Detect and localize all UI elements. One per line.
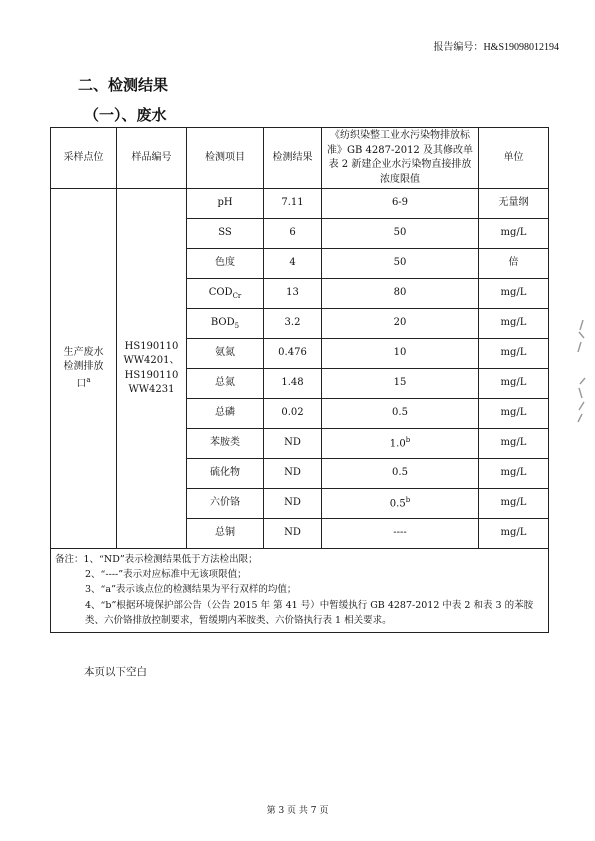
limit-cell (322, 399, 479, 429)
result-cell: ND (264, 519, 322, 549)
unit-cell: 倍 (479, 249, 549, 279)
unit-cell: 无量纲 (479, 189, 549, 219)
item-subscript: 5 (234, 321, 240, 330)
limit-cell (322, 369, 479, 399)
note-line: 2、“----”表示对应标准中无该项限值； (85, 569, 247, 581)
result-cell: 6 (264, 219, 322, 249)
report-number-value: H&S19098012194 (483, 42, 559, 53)
result-cell: 0.02 (264, 399, 322, 429)
limit-value: 0.5 (392, 407, 408, 419)
result-cell: 3.2 (264, 309, 322, 339)
limit-value: 15 (393, 377, 407, 389)
limit-value: ---- (393, 527, 407, 539)
report-number (433, 38, 559, 53)
limit-superscript: b (405, 496, 411, 505)
limit-cell (322, 459, 479, 489)
item-cell (187, 399, 264, 429)
table-header-row (51, 128, 549, 189)
sample-no-line: HS190110 (124, 340, 179, 352)
unit-cell: mg/L (479, 459, 549, 489)
result-cell: 1.48 (264, 369, 322, 399)
item-cell (187, 489, 264, 519)
item-name: 总铜 (215, 527, 235, 539)
result-cell: 13 (264, 279, 322, 309)
result-cell: ND (264, 489, 322, 519)
item-cell (187, 249, 264, 279)
header-sampling-point: 采样点位 (51, 128, 117, 189)
limit-value: 0.5 (392, 467, 408, 479)
table-row (51, 189, 549, 219)
notes-cell (51, 549, 549, 633)
limit-value: 1.0 (389, 438, 406, 450)
item-cell (187, 459, 264, 489)
limit-cell (322, 219, 479, 249)
sample-no-line: WW4231 (128, 384, 175, 395)
limit-cell (322, 249, 479, 279)
header-result: 检测结果 (264, 128, 322, 189)
header-unit: 单位 (479, 128, 549, 189)
limit-value: 80 (393, 287, 407, 299)
limit-value: 0.5 (389, 498, 406, 510)
section-title: 二、检测结果 (78, 76, 169, 94)
limit-cell (322, 429, 479, 459)
limit-cell (322, 339, 479, 369)
notes-row (51, 549, 549, 633)
sample-no-cell (117, 189, 187, 549)
limit-cell (322, 279, 479, 309)
note-line: 4、“b”根据环境保护部公告（公告 2015 年 第 41 号）中暂缓执行 GB 4287-2012 中表 2 和表 3 的苯胺类、六价铬排放控制要求，暂缓期内苯胺类、六价铬执行表 1 相关要求。 (85, 599, 534, 626)
limit-cell (322, 189, 479, 219)
item-name: 总磷 (215, 407, 235, 419)
limit-cell (322, 519, 479, 549)
item-name: 总氮 (215, 377, 235, 389)
unit-cell: mg/L (479, 339, 549, 369)
unit-cell: mg/L (479, 519, 549, 549)
sampling-point-text: 生产废水检测排放口 (63, 346, 104, 389)
report-number-label: 报告编号： (433, 42, 484, 53)
item-name: 色度 (215, 257, 235, 269)
result-cell: ND (264, 459, 322, 489)
item-name: COD (208, 286, 233, 298)
result-cell: 7.11 (264, 189, 322, 219)
item-subscript: Cr (232, 291, 242, 300)
result-cell: 0.476 (264, 339, 322, 369)
unit-cell: mg/L (479, 429, 549, 459)
page-number: 第 3 页 共 7 页 (266, 806, 329, 816)
wastewater-results-table (50, 127, 549, 633)
item-cell (187, 429, 264, 459)
item-cell (187, 369, 264, 399)
item-cell (187, 219, 264, 249)
limit-value: 6-9 (391, 197, 409, 209)
header-sample-no: 样品编号 (117, 128, 187, 189)
item-name: 六价铬 (210, 497, 240, 509)
limit-superscript: b (405, 436, 411, 445)
limit-value: 10 (393, 347, 407, 359)
note-line: 3、“a”表示该点位的检测结果为平行双样的均值； (85, 584, 297, 596)
item-name: BOD (210, 316, 235, 328)
result-cell: ND (264, 429, 322, 459)
unit-cell: mg/L (479, 369, 549, 399)
limit-cell (322, 489, 479, 519)
limit-cell (322, 309, 479, 339)
note-line: 备注：1、“ND”表示检测结果低于方法检出限； (55, 554, 258, 565)
sampling-point-cell (51, 189, 117, 549)
header-item: 检测项目 (187, 128, 264, 189)
item-name: pH (217, 197, 233, 209)
limit-value: 20 (393, 317, 407, 329)
result-cell: 4 (264, 249, 322, 279)
sample-no-line: WW4201、 (123, 355, 180, 366)
binding-stamp-fragment (573, 318, 589, 428)
unit-cell: mg/L (479, 309, 549, 339)
item-name: 氨氮 (215, 347, 235, 359)
item-name: SS (218, 227, 232, 239)
unit-cell: mg/L (479, 399, 549, 429)
item-cell (187, 309, 264, 339)
header-standard: 《纺织染整工业水污染物排放标准》GB 4287-2012 及其修改单表 2 新建企业水污染物直接排放浓度限值 (322, 128, 479, 189)
unit-cell: mg/L (479, 489, 549, 519)
unit-cell: mg/L (479, 219, 549, 249)
sampling-point-sup: a (86, 375, 91, 384)
item-cell (187, 519, 264, 549)
blank-below-text: 本页以下空白 (84, 666, 147, 678)
item-cell (187, 279, 264, 309)
item-cell (187, 339, 264, 369)
item-name: 硫化物 (210, 467, 240, 479)
unit-cell: mg/L (479, 279, 549, 309)
item-cell (187, 189, 264, 219)
limit-value: 50 (393, 227, 407, 239)
limit-value: 50 (393, 257, 407, 269)
item-name: 苯胺类 (210, 437, 240, 449)
sample-no-line: HS190110 (124, 369, 179, 381)
sub-section-title: （一）、废水 (84, 106, 167, 124)
